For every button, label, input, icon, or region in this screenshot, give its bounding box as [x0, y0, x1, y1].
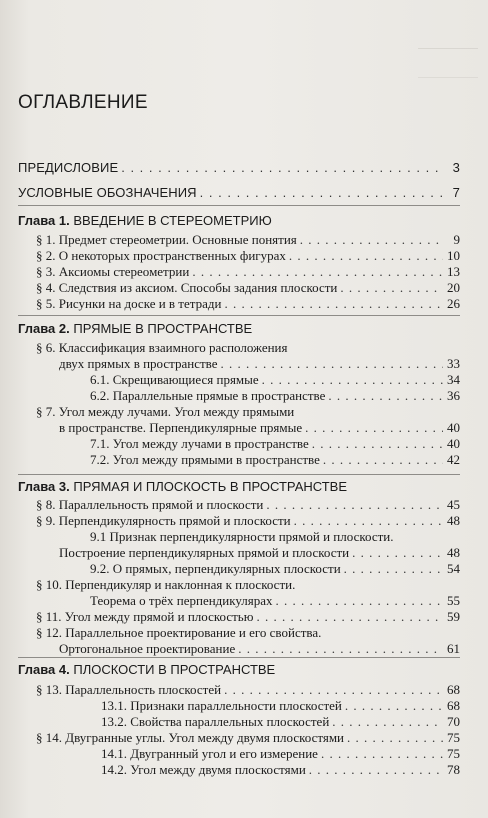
entry-label: 6.1. Скрещивающиеся прямые [90, 372, 259, 387]
entry-label: § 1. Предмет стереометрии. Основные понятия [36, 232, 297, 247]
front-label: ПРЕДИСЛОВИЕ [18, 160, 119, 175]
leader-dots [262, 372, 443, 388]
entry-page: 55 [447, 593, 460, 608]
entry-page: 68 [447, 682, 460, 697]
toc-entry [36, 577, 460, 593]
entry-page: 9 [453, 232, 460, 247]
bleed-through-lines [418, 48, 478, 78]
entry-label: § 13. Параллельность плоскостей [36, 682, 222, 697]
toc-entry [90, 593, 460, 609]
toc-entry [59, 356, 460, 372]
entry-page: 75 [447, 730, 460, 745]
toc-entry [101, 714, 460, 730]
entry-page: 59 [447, 609, 460, 624]
leader-dots [238, 641, 443, 657]
entry-label: 13.2. Свойства параллельных плоскостей [101, 714, 330, 729]
entry-label: § 12. Параллельное проектирование и его свойства. [36, 625, 322, 640]
entry-page: 68 [447, 698, 460, 713]
chapter-1-heading [18, 213, 272, 228]
front-label: УСЛОВНЫЕ ОБОЗНАЧЕНИЯ [18, 185, 197, 200]
leader-dots [200, 185, 443, 200]
leader-dots [294, 513, 443, 529]
entry-label: Ортогональное проектирование [59, 641, 236, 656]
toc-entry [90, 436, 460, 452]
toc-entry [36, 280, 460, 296]
toc-entry [36, 296, 460, 312]
front-matter-preface [18, 160, 460, 175]
entry-label: 14.2. Угол между двумя плоскостями [101, 762, 306, 777]
toc-entry [90, 561, 460, 577]
entry-label: § 7. Угол между лучами. Угол между прямыми [36, 404, 295, 419]
leader-dots [352, 545, 443, 561]
entry-page: 40 [447, 436, 460, 451]
toc-entry [36, 404, 460, 420]
divider [18, 315, 460, 316]
leader-dots [276, 593, 443, 609]
chapter-number: Глава 3. [18, 479, 70, 494]
entry-page: 36 [447, 388, 460, 403]
entry-page: 33 [447, 356, 460, 371]
leader-dots [323, 452, 443, 468]
toc-entry [36, 497, 460, 513]
front-matter-notation [18, 185, 460, 200]
chapter-number: Глава 4. [18, 662, 70, 677]
leader-dots [332, 714, 443, 730]
leader-dots [321, 746, 443, 762]
entry-page: 10 [447, 248, 460, 263]
toc-entry [36, 513, 460, 529]
entry-label: 9.1 Признак перпендикулярности прямой и плоскости. [90, 529, 394, 544]
leader-dots [328, 388, 443, 404]
entry-label: 7.2. Угол между прямыми в пространстве [90, 452, 320, 467]
entry-page: 48 [447, 545, 460, 560]
toc-entry [36, 232, 460, 248]
toc-entry [59, 420, 460, 436]
entry-label: 6.2. Параллельные прямые в пространстве [90, 388, 326, 403]
front-page: 3 [452, 160, 460, 175]
leader-dots [192, 264, 443, 280]
chapter-number: Глава 1. [18, 213, 70, 228]
chapter-4-heading [18, 662, 275, 677]
entry-page: 61 [447, 641, 460, 656]
toc-entry [59, 641, 460, 657]
toc-entry [36, 248, 460, 264]
entry-page: 13 [447, 264, 460, 279]
entry-page: 40 [447, 420, 460, 435]
chapter-title: ПРЯМЫЕ В ПРОСТРАНСТВЕ [73, 321, 253, 336]
entry-page: 34 [447, 372, 460, 387]
entry-label: § 10. Перпендикуляр и наклонная к плоскости. [36, 577, 296, 592]
entry-label: § 14. Двугранные углы. Угол между двумя плоскостями [36, 730, 345, 745]
toc-entry [101, 746, 460, 762]
entry-label: Теорема о трёх перпендикулярах [90, 593, 273, 608]
entry-label: Построение перпендикулярных прямой и плоскости [59, 545, 350, 560]
leader-dots [224, 682, 443, 698]
leader-dots [224, 296, 443, 312]
entry-page: 75 [447, 746, 460, 761]
entry-page: 78 [447, 762, 460, 777]
toc-entry [90, 529, 460, 545]
entry-page: 20 [447, 280, 460, 295]
leader-dots [344, 561, 443, 577]
toc-entry [90, 452, 460, 468]
leader-dots [289, 248, 443, 264]
chapter-number: Глава 2. [18, 321, 70, 336]
leader-dots [256, 609, 443, 625]
leader-dots [345, 698, 443, 714]
page-title: ОГЛАВЛЕНИЕ [18, 92, 148, 113]
toc-entry [36, 340, 460, 356]
toc-entry [101, 698, 460, 714]
entry-label: § 11. Угол между прямой и плоскостью [36, 609, 254, 624]
entry-page: 54 [447, 561, 460, 576]
leader-dots [121, 160, 443, 175]
entry-label: в пространстве. Перпендикулярные прямые [59, 420, 303, 435]
entry-page: 48 [447, 513, 460, 528]
leader-dots [266, 497, 443, 513]
entry-label: § 6. Классификация взаимного расположения [36, 340, 288, 355]
entry-label: двух прямых в пространстве [59, 356, 218, 371]
chapter-title: ПЛОСКОСТИ В ПРОСТРАНСТВЕ [73, 662, 276, 677]
toc-entry [59, 545, 460, 561]
entry-label: § 5. Рисунки на доске и в тетради [36, 296, 222, 311]
front-page: 7 [452, 185, 460, 200]
entry-label: § 8. Параллельность прямой и плоскости [36, 497, 264, 512]
leader-dots [300, 232, 443, 248]
toc-entry [36, 625, 460, 641]
leader-dots [340, 280, 443, 296]
entry-label: 13.1. Признаки параллельности плоскостей [101, 698, 342, 713]
entry-page: 42 [447, 452, 460, 467]
entry-label: § 9. Перпендикулярность прямой и плоскости [36, 513, 291, 528]
entry-page: 45 [447, 497, 460, 512]
leader-dots [347, 730, 443, 746]
toc-entry [36, 609, 460, 625]
divider [18, 657, 460, 658]
divider [18, 205, 460, 206]
toc-entry [36, 730, 460, 746]
entry-page: 26 [447, 296, 460, 311]
toc-entry [90, 372, 460, 388]
toc-entry [90, 388, 460, 404]
divider [18, 474, 460, 475]
toc-entry [101, 762, 460, 778]
leader-dots [221, 356, 444, 372]
entry-page: 70 [447, 714, 460, 729]
chapter-2-heading [18, 321, 252, 336]
entry-label: § 3. Аксиомы стереометрии [36, 264, 190, 279]
leader-dots [312, 436, 443, 452]
entry-label: 7.1. Угол между лучами в пространстве [90, 436, 309, 451]
toc-entry [36, 682, 460, 698]
leader-dots [305, 420, 443, 436]
entry-label: 14.1. Двугранный угол и его измерение [101, 746, 318, 761]
entry-label: § 4. Следствия из аксиом. Способы задания плоскости [36, 280, 338, 295]
toc-entry [36, 264, 460, 280]
entry-label: 9.2. О прямых, перпендикулярных плоскости [90, 561, 341, 576]
chapter-3-heading [18, 479, 347, 494]
chapter-title: ВВЕДЕНИЕ В СТЕРЕОМЕТРИЮ [73, 213, 272, 228]
chapter-title: ПРЯМАЯ И ПЛОСКОСТЬ В ПРОСТРАНСТВЕ [73, 479, 347, 494]
entry-label: § 2. О некоторых пространственных фигурах [36, 248, 286, 263]
leader-dots [309, 762, 443, 778]
